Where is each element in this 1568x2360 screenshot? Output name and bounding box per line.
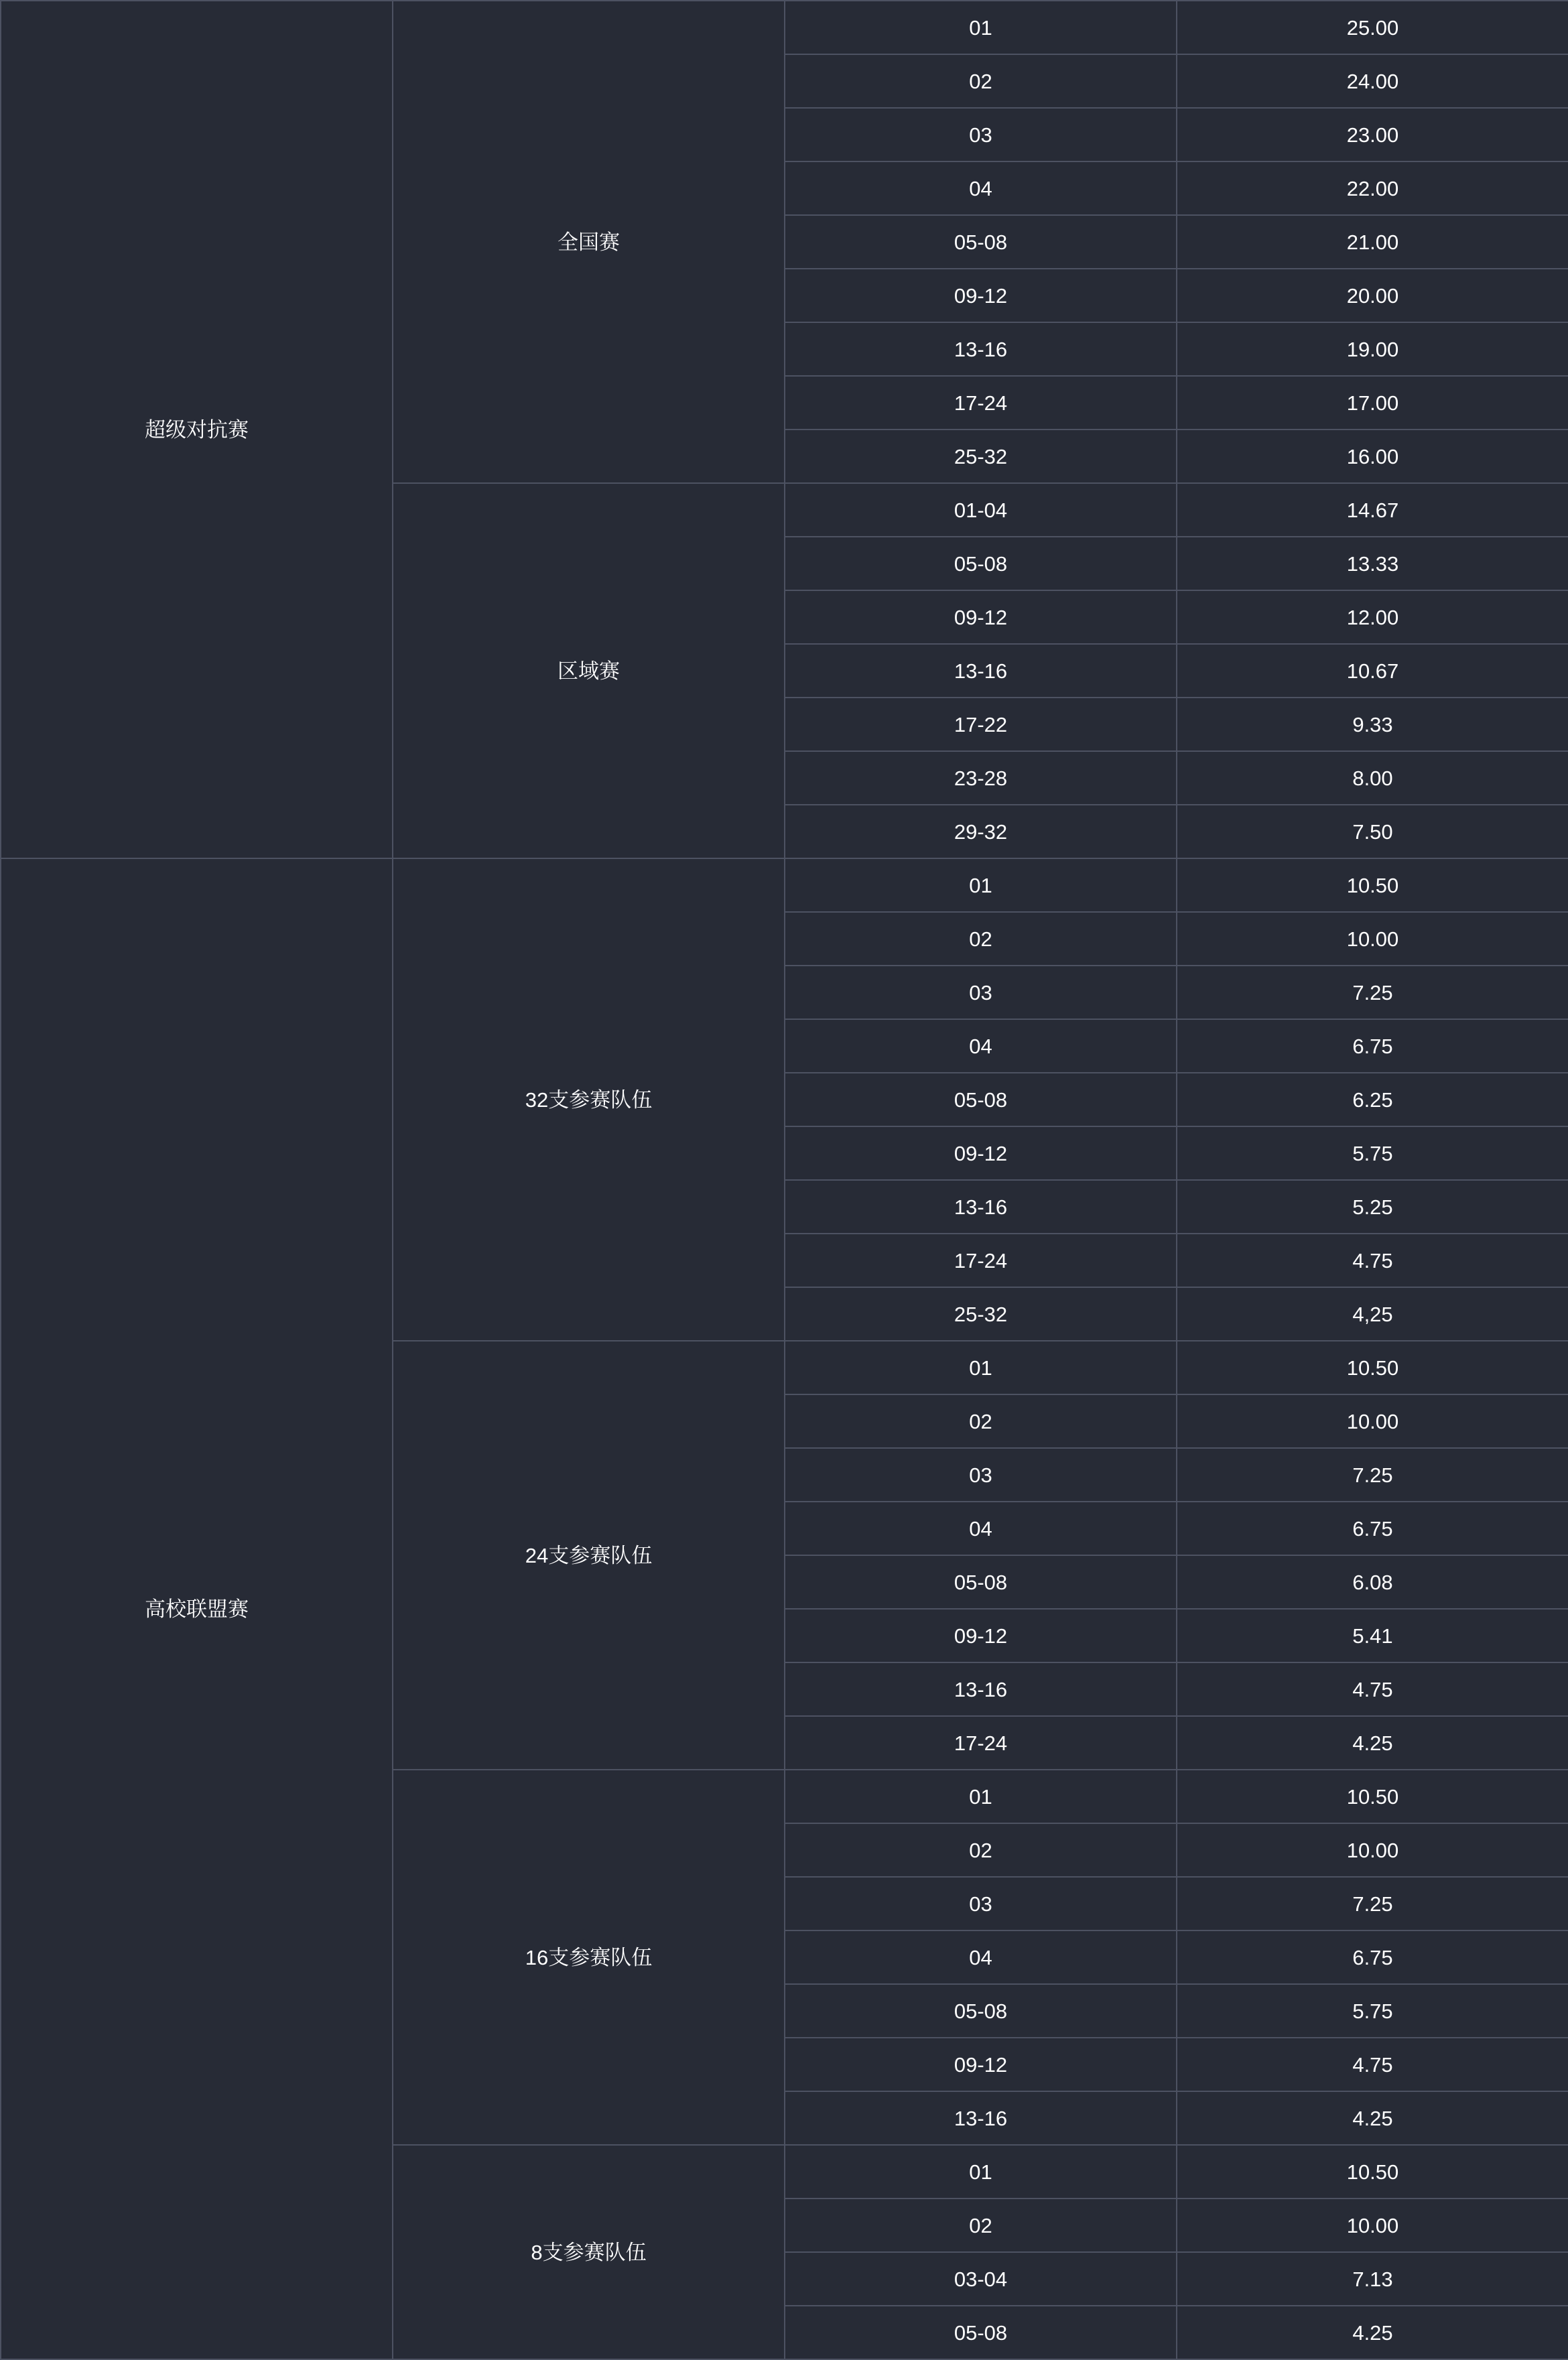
points-cell: 5.75 xyxy=(1177,1984,1568,2038)
rank-cell: 13-16 xyxy=(785,644,1177,698)
points-cell: 4.75 xyxy=(1177,2038,1568,2091)
division-name-cell: 24支参赛队伍 xyxy=(393,1341,785,1770)
points-cell: 10.50 xyxy=(1177,1341,1568,1394)
division-name-cell: 16支参赛队伍 xyxy=(393,1770,785,2145)
rank-cell: 01 xyxy=(785,858,1177,912)
points-table-body xyxy=(1,1,1568,2359)
rank-cell: 17-24 xyxy=(785,1234,1177,1287)
points-cell: 5.25 xyxy=(1177,1180,1568,1234)
points-cell: 6.75 xyxy=(1177,1930,1568,1984)
rank-cell: 17-22 xyxy=(785,698,1177,751)
rank-cell: 02 xyxy=(785,1394,1177,1448)
points-cell: 7.25 xyxy=(1177,1877,1568,1930)
rank-cell: 04 xyxy=(785,1019,1177,1073)
rank-cell: 02 xyxy=(785,2199,1177,2252)
rank-cell: 01 xyxy=(785,1770,1177,1823)
points-cell: 5.75 xyxy=(1177,1126,1568,1180)
rank-cell: 03 xyxy=(785,108,1177,161)
points-cell: 4.25 xyxy=(1177,2091,1568,2145)
rank-cell: 03-04 xyxy=(785,2252,1177,2306)
rank-cell: 29-32 xyxy=(785,805,1177,858)
points-cell: 4.25 xyxy=(1177,1716,1568,1770)
points-cell: 12.00 xyxy=(1177,590,1568,644)
points-cell: 6.75 xyxy=(1177,1502,1568,1555)
rank-cell: 25-32 xyxy=(785,430,1177,483)
competition-name-cell: 超级对抗赛 xyxy=(1,1,393,858)
points-cell: 5.41 xyxy=(1177,1609,1568,1662)
rank-cell: 09-12 xyxy=(785,269,1177,322)
points-cell: 10.00 xyxy=(1177,1394,1568,1448)
points-cell: 4,25 xyxy=(1177,1287,1568,1341)
points-cell: 10.50 xyxy=(1177,1770,1568,1823)
rank-cell: 04 xyxy=(785,1930,1177,1984)
rank-cell: 04 xyxy=(785,1502,1177,1555)
points-cell: 4.25 xyxy=(1177,2306,1568,2359)
rank-cell: 03 xyxy=(785,1448,1177,1502)
rank-cell: 09-12 xyxy=(785,2038,1177,2091)
rank-cell: 05-08 xyxy=(785,1073,1177,1126)
points-cell: 16.00 xyxy=(1177,430,1568,483)
competition-name-cell: 高校联盟赛 xyxy=(1,858,393,2359)
rank-cell: 05-08 xyxy=(785,1555,1177,1609)
points-cell: 24.00 xyxy=(1177,54,1568,108)
points-cell: 6.25 xyxy=(1177,1073,1568,1126)
table-row xyxy=(1,858,1568,912)
points-cell: 10.67 xyxy=(1177,644,1568,698)
rank-cell: 01 xyxy=(785,1,1177,54)
points-cell: 7.25 xyxy=(1177,966,1568,1019)
points-cell: 7.50 xyxy=(1177,805,1568,858)
points-cell: 7.25 xyxy=(1177,1448,1568,1502)
rank-cell: 01 xyxy=(785,2145,1177,2199)
points-cell: 10.50 xyxy=(1177,858,1568,912)
points-cell: 6.08 xyxy=(1177,1555,1568,1609)
rank-cell: 17-24 xyxy=(785,376,1177,430)
rank-cell: 05-08 xyxy=(785,215,1177,269)
rank-cell: 05-08 xyxy=(785,537,1177,590)
division-name-cell: 32支参赛队伍 xyxy=(393,858,785,1341)
points-cell: 9.33 xyxy=(1177,698,1568,751)
points-cell: 21.00 xyxy=(1177,215,1568,269)
rank-cell: 05-08 xyxy=(785,2306,1177,2359)
rank-cell: 01-04 xyxy=(785,483,1177,537)
rank-cell: 02 xyxy=(785,54,1177,108)
division-name-cell: 8支参赛队伍 xyxy=(393,2145,785,2359)
points-cell: 10.00 xyxy=(1177,912,1568,966)
points-cell: 14.67 xyxy=(1177,483,1568,537)
points-cell: 13.33 xyxy=(1177,537,1568,590)
points-cell: 17.00 xyxy=(1177,376,1568,430)
rank-cell: 01 xyxy=(785,1341,1177,1394)
points-cell: 20.00 xyxy=(1177,269,1568,322)
points-cell: 22.00 xyxy=(1177,161,1568,215)
division-name-cell: 全国赛 xyxy=(393,1,785,483)
table-row xyxy=(1,1,1568,54)
rank-cell: 03 xyxy=(785,1877,1177,1930)
division-name-cell: 区域赛 xyxy=(393,483,785,858)
rank-cell: 13-16 xyxy=(785,322,1177,376)
points-cell: 10.50 xyxy=(1177,2145,1568,2199)
points-cell: 25.00 xyxy=(1177,1,1568,54)
rank-cell: 09-12 xyxy=(785,1609,1177,1662)
points-cell: 19.00 xyxy=(1177,322,1568,376)
points-cell: 6.75 xyxy=(1177,1019,1568,1073)
rank-cell: 02 xyxy=(785,912,1177,966)
points-cell: 8.00 xyxy=(1177,751,1568,805)
rank-cell: 13-16 xyxy=(785,1180,1177,1234)
rank-cell: 09-12 xyxy=(785,590,1177,644)
points-cell: 4.75 xyxy=(1177,1234,1568,1287)
rank-cell: 23-28 xyxy=(785,751,1177,805)
points-cell: 7.13 xyxy=(1177,2252,1568,2306)
points-cell: 23.00 xyxy=(1177,108,1568,161)
rank-cell: 17-24 xyxy=(785,1716,1177,1770)
rank-cell: 02 xyxy=(785,1823,1177,1877)
rank-cell: 13-16 xyxy=(785,1662,1177,1716)
rank-cell: 13-16 xyxy=(785,2091,1177,2145)
rank-cell: 03 xyxy=(785,966,1177,1019)
points-cell: 4.75 xyxy=(1177,1662,1568,1716)
rank-cell: 09-12 xyxy=(785,1126,1177,1180)
points-cell: 10.00 xyxy=(1177,1823,1568,1877)
rank-cell: 04 xyxy=(785,161,1177,215)
rank-cell: 05-08 xyxy=(785,1984,1177,2038)
rank-cell: 25-32 xyxy=(785,1287,1177,1341)
points-cell: 10.00 xyxy=(1177,2199,1568,2252)
